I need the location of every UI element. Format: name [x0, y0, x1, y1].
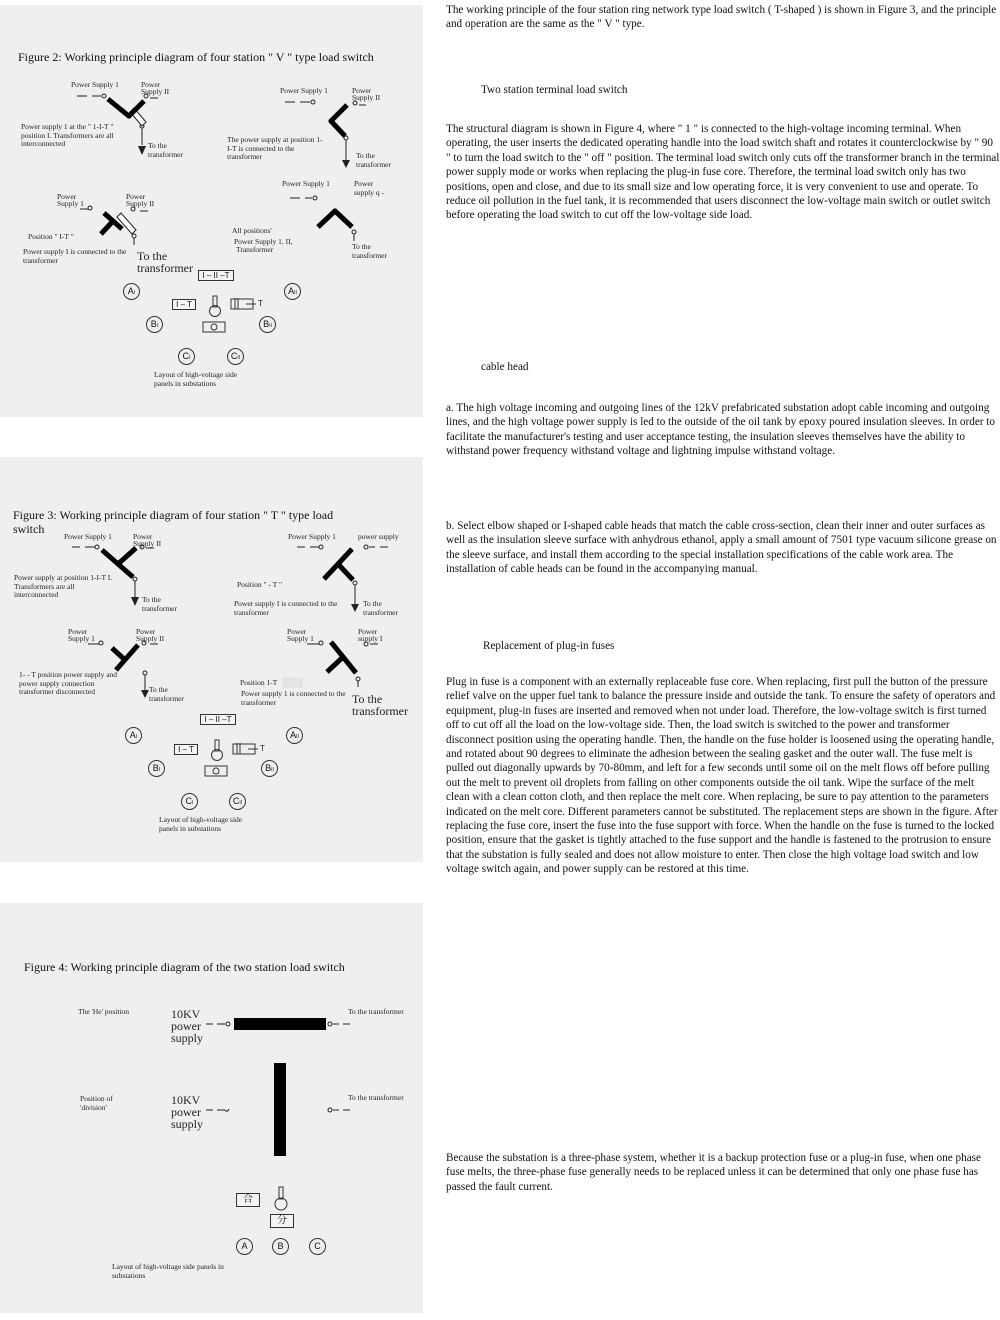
fig2-panel-c1: CI — [178, 348, 195, 365]
panel-a: A — [236, 1238, 253, 1255]
fig2-t-label: T — [258, 299, 263, 308]
d1-power-supply-1: Power Supply 1 — [71, 80, 119, 89]
division-position-label: Position of 'division' — [80, 1094, 113, 1112]
heading-cable-head: cable head — [481, 361, 529, 373]
f3d4-power-supply-1-b: Supply 1 — [287, 634, 314, 643]
d1-description: Power supply 1 at the " 1-I-T " position I. Transformers are all interconnected — [21, 122, 114, 148]
d3-power-supply-1-b: Supply 1 — [57, 199, 84, 208]
d2-description: The power supply at position 1-I-T is connected to the transformer — [227, 135, 323, 161]
figure-3-title: Figure 3: Working principle diagram of four station " T " type load switch — [13, 508, 334, 536]
paragraph-three-phase: Because the substation is a three-phase system, whether it is a backup protection fuse or a plug-in fuse, when one phase fuse melts, the three-phase fuse generally needs to be replaced unless it can be determined that only one phase fuse has passed the fault current. — [446, 1152, 981, 1193]
fig2-panel-b1: BI — [146, 316, 163, 333]
fig3-btn-open[interactable] — [204, 765, 230, 779]
f3d4-power-supply-2-b: supply I — [358, 634, 383, 643]
f3d1-description: Power supply at position 1-I-T I. Transformers are all interconnected — [14, 573, 113, 599]
f3d4-to-transformer: To the transformer — [352, 692, 408, 718]
d2-power-supply-2-a: Power — [352, 86, 372, 95]
f3d3-description: 1- - T position power supply and power supply connection transformer disconnected — [19, 670, 118, 696]
d2-power-supply-2-b: Supply II — [352, 93, 381, 102]
paragraph-fuse-replacement: Plug in fuse is a component with an externally replaceable fuse core. When replacing, first pull the button of the pressure relief valve on the upper fuel tank to balance the pressure inside and outside the tank. To ensure the safety of operators and equipment, plug-in fuses are inserted and removed when not under load. Therefore, the low-voltage switch is first turned off to cut off all the load on the low-voltage side. Then, the load switch is switched to the power and transformer disconnect position using the operating handle. Then, the handle on the fuse holder is loosened using the operating handle, and rotated about 90 degrees to eliminate the adhesion between the sealing gasket and the outer wall. The fuse melt is pulled out diagonally upwards by 70-80mm, and left for a few seconds until some oil on the melt flows off before pulling out the melt to prevent oil droplets from falling on other components outside the oil tank. Wipe the surface of the melt clean with a clean cotton cloth, and then replace the melt core. When replacing, be sure to pay attention to the parameters indicated on the melt core. Different parameters cannot be substituted. The replacement steps are shown in the figure. After replacing the fuse core, insert the fuse into the fuse support with force. When the handle on the fuse is turned to the locked position, ensure that the gasket is tightly attached to the fuse support and the handle is fastened to the protrusion to ensure that the substation is fully sealed and does not allow moisture to enter. Then close the high voltage load switch and low voltage switch again, and power supply can be restored at this time. — [446, 676, 998, 876]
intro-paragraph: The working principle of the four station ring network type load switch ( T-shaped ) is shown in Figure 3, and the principle and operation are the same as the " V " type. — [446, 4, 997, 31]
figure-2-panel — [0, 5, 423, 417]
heading-two-station: Two station terminal load switch — [481, 84, 628, 96]
f3d1-power-supply-2-a: Power — [133, 532, 153, 541]
f3d2-power-supply-1: Power Supply 1 — [288, 532, 336, 541]
f3d4-placeholder-block — [282, 677, 303, 688]
f3d3-power-supply-2-b: Supply II — [136, 634, 165, 643]
d3-power-supply-2-b: Supply II — [126, 199, 155, 208]
fig3-panel-b2: BII — [261, 760, 278, 777]
f3d3-power-supply-2-a: Power — [136, 627, 156, 636]
f3d1-power-supply-2-b: Supply II — [133, 539, 162, 548]
fig2-panel-a1: AI — [123, 283, 140, 300]
paragraph-cable-a: a. The high voltage incoming and outgoing lines of the 12kV prefabricated substation adopt cable incoming and outgoing lines, and the high voltage power supply is led to the outside of the oil tank by epoxy poured insulation sleeves. In order to facilitate the manufacturer's testing and user acceptance testing, the insulation sleeves themselves have the ability to withstand power frequency withstand voltage and lightning impulse withstand voltage. — [446, 402, 996, 458]
f3d2-to-transformer: To the transformer — [363, 599, 398, 617]
f3d3-power-supply-1-b: Supply 1 — [68, 634, 95, 643]
d4-desc-2: Power Supply 1, II, — [234, 237, 293, 246]
f3d4-description: Power supply 1 is connected to the transformer — [241, 689, 346, 707]
f3d3-power-supply-1-a: Power — [68, 627, 88, 636]
fig2-panel-c2: CII — [227, 348, 244, 365]
f3d4-position-label: Position 1-T — [240, 678, 278, 687]
figure-3-switch-diagrams — [0, 457, 423, 862]
f3d4-power-supply-1-a: Power — [287, 627, 307, 636]
d3-position-label: Position " I-T " — [28, 232, 74, 241]
fig3-panel-caption: Layout of high-voltage side panels in substations — [159, 815, 243, 833]
fig2-panel-caption: Layout of high-voltage side panels in substations — [154, 370, 238, 388]
f3d1-power-supply-1: Power Supply 1 — [64, 532, 112, 541]
figure-4-panel — [0, 903, 423, 1313]
d1-to-transformer: To the transformer — [148, 141, 183, 159]
d2-power-supply-1: Power Supply 1 — [280, 86, 328, 95]
fig3-panel-a1: AI — [125, 727, 142, 744]
d1-power-supply-2-a: Power — [141, 80, 161, 89]
figure-3-panel — [0, 457, 423, 862]
d4-power-supply-1: Power Supply 1 — [282, 179, 330, 188]
d4-to-transformer: To the transformer — [352, 242, 387, 260]
fig2-btn-i-ii-t[interactable]: I – II –T — [198, 270, 234, 281]
fig3-panel-b1: BI — [148, 760, 165, 777]
fig3-panel-a2: AII — [286, 727, 303, 744]
f3d4-power-supply-2-a: Power — [358, 627, 378, 636]
d1-power-supply-2-b: Supply II — [141, 87, 170, 96]
fig3-btn-ii-t[interactable] — [232, 742, 260, 756]
close-button[interactable]: 合 — [236, 1193, 260, 1207]
closed-blade — [234, 1018, 326, 1030]
d4-power-supply-2: Power supply q - — [354, 179, 384, 197]
fig3-panel-c2: CII — [229, 793, 246, 810]
f3d2-power-supply-2: power supply — [358, 532, 399, 541]
paragraph-cable-b: b. Select elbow shaped or I-shaped cable heads that match the cable cross-section, clean their inner and outer surfaces as well as the insulation sleeve surface with anhydrous ethanol, apply a small amount of 7501 type vacuum silicone grease on the sleeve surface, and install them according to the special installation specifications of the cable work area. The installation of cable heads can be found in the accompanying manual. — [446, 520, 997, 576]
panel-b: B — [272, 1238, 289, 1255]
fig2-btn-i-t[interactable]: I – T — [172, 299, 196, 310]
fig2-panel-a2: AII — [284, 283, 301, 300]
division-kv-label: 10KV power supply — [171, 1093, 204, 1131]
f3d1-to-transformer: To the transformer — [142, 595, 177, 613]
f3d3-to-transformer: To the transformer — [149, 685, 184, 703]
d3-power-supply-2-a: Power — [126, 192, 146, 201]
fig3-panel-c1: CI — [181, 793, 198, 810]
figure-2-switch-diagrams — [0, 5, 423, 417]
fig2-handle-icon[interactable] — [208, 295, 222, 319]
d3-description: Power supply I is connected to the transformer — [23, 247, 127, 265]
d3-to-transformer: To the transformer — [137, 249, 193, 275]
fig3-btn-i-t[interactable]: I – T — [174, 744, 198, 755]
fig2-btn-ii-t[interactable] — [230, 297, 258, 311]
fig4-panel-caption: Layout of high-voltage side panels in substations — [112, 1262, 224, 1280]
fig2-btn-open[interactable] — [202, 321, 228, 335]
fig3-t-label: T — [260, 744, 265, 753]
d4-desc-1: All positions' — [232, 226, 272, 235]
division-to-transformer: To the transformer — [348, 1093, 404, 1102]
figure-4-switch-diagram — [0, 903, 423, 1313]
handle-icon[interactable] — [273, 1186, 289, 1212]
heading-fuse-replacement: Replacement of plug-in fuses — [483, 640, 615, 652]
open-button[interactable]: 分 — [270, 1214, 294, 1228]
f3d2-description: Power supply I is connected to the transformer — [234, 599, 338, 617]
panel-c: C — [309, 1238, 326, 1255]
fig3-handle-icon[interactable] — [210, 739, 224, 763]
figure-2-title: Figure 2: Working principle diagram of four station " V " type load switch — [18, 50, 374, 64]
fig2-panel-b2: BII — [259, 316, 276, 333]
d2-to-transformer: To the transformer — [356, 151, 391, 169]
paragraph-two-station: The structural diagram is shown in Figure 4, where " 1 " is connected to the high-voltage incoming terminal. When operating, the user inserts the dedicated operating handle into the load switch shaft and rotates it counterclockwise by " 90 " to turn the load switch to the " off " position. The terminal load switch only cuts off the transformer branch in the terminal power supply mode or works when replacing the plug-in fuse core. Therefore, the terminal load switch only has two positions, open and close, and due to its small size and low operating force, it is very convenient to use and operate. To reduce oil pollution in the fuel tank, it is recommended that users disconnect the low-voltage main switch or outlet switch before operating the load switch to cut off the low-voltage side load. — [446, 123, 1000, 222]
open-blade — [274, 1063, 286, 1156]
d4-desc-3: Transformer — [236, 245, 274, 254]
he-to-transformer: To the transformer — [348, 1007, 404, 1016]
he-kv-label: 10KV power supply — [171, 1007, 204, 1045]
d3-power-supply-1-a: Power — [57, 192, 77, 201]
f3d2-position-label: Position " - T " — [237, 580, 283, 589]
figure-4-title: Figure 4: Working principle diagram of the two station load switch — [24, 960, 345, 974]
fig3-btn-i-ii-t[interactable]: I – II –T — [200, 714, 236, 725]
he-position-label: The 'He' position — [78, 1007, 130, 1016]
